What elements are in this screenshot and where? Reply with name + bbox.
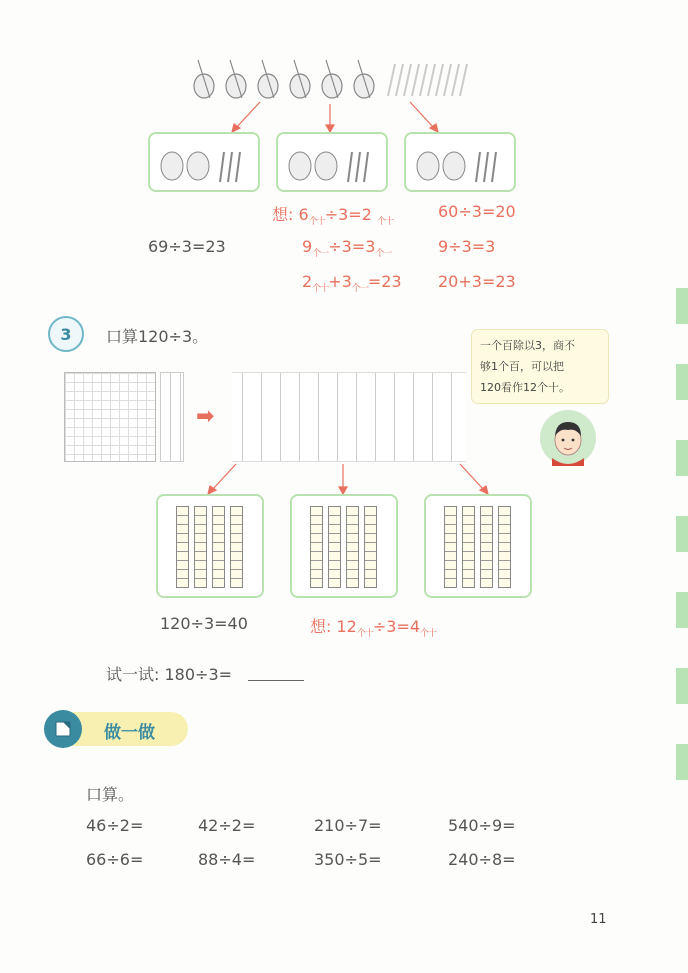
example3-title: 口算120÷3。 <box>106 327 209 346</box>
ten-rods <box>160 372 184 462</box>
think-line-1-right: 60÷3=20 <box>438 202 516 221</box>
split-arrows <box>220 100 450 134</box>
practice-item: 350÷5= <box>314 850 382 869</box>
think-line-3: $2_{个十}+3_{个一}=23$ <box>302 272 402 294</box>
hundred-flat <box>64 372 156 462</box>
right-arrow-icon: ➡ <box>196 404 215 429</box>
bubble-line: 够1个百，可以把 <box>480 360 564 373</box>
example3-think: 想: $12_{个十}\div 3=4_{个十}$ <box>310 617 437 639</box>
group-box <box>148 132 260 192</box>
example2-result: 69÷3=23 <box>148 237 226 256</box>
try-it: 试一试: 180÷3= <box>106 665 233 684</box>
practice-item: 46÷2= <box>86 816 144 835</box>
practice-header: 做一做 <box>104 723 155 743</box>
think-line-2-right: 9÷3=3 <box>438 237 496 256</box>
side-tab <box>676 744 688 780</box>
practice-item: 66÷6= <box>86 850 144 869</box>
answer-blank[interactable] <box>248 680 304 681</box>
bubble-line: 120看作12个十。 <box>480 381 570 394</box>
practice-item: 88÷4= <box>198 850 256 869</box>
side-tab <box>676 668 688 704</box>
side-tab <box>676 516 688 552</box>
practice-item: 42÷2= <box>198 816 256 835</box>
group-box <box>276 132 388 192</box>
group-box <box>404 132 516 192</box>
stick-bundles-illustration <box>190 56 480 102</box>
side-tab <box>676 288 688 324</box>
twelve-ten-rods <box>232 372 466 462</box>
think-line-2: $9_{个一}\div 3=3_{个一}$ <box>302 237 392 259</box>
group-box <box>156 494 264 598</box>
practice-item: 240÷8= <box>448 850 516 869</box>
group-box <box>424 494 532 598</box>
think-line-3-right: 20+3=23 <box>438 272 516 291</box>
practice-instruction: 口算。 <box>86 785 135 804</box>
group-box <box>290 494 398 598</box>
practice-icon <box>44 710 82 748</box>
practice-item: 540÷9= <box>448 816 516 835</box>
side-tab <box>676 440 688 476</box>
page-number: 11 <box>590 912 607 927</box>
example-number-badge: 3 <box>48 316 84 352</box>
split-arrows <box>200 462 500 496</box>
practice-item: 210÷7= <box>314 816 382 835</box>
boy-avatar <box>540 410 596 466</box>
side-tab <box>676 364 688 400</box>
example3-result: 120÷3=40 <box>160 614 248 633</box>
side-tab <box>676 592 688 628</box>
bubble-line: 一个百除以3，商不 <box>480 339 575 352</box>
think-line-1: 想: $6_{个十}\div 3=2$ $_{个十}$ <box>272 205 393 227</box>
speech-bubble <box>472 330 608 403</box>
